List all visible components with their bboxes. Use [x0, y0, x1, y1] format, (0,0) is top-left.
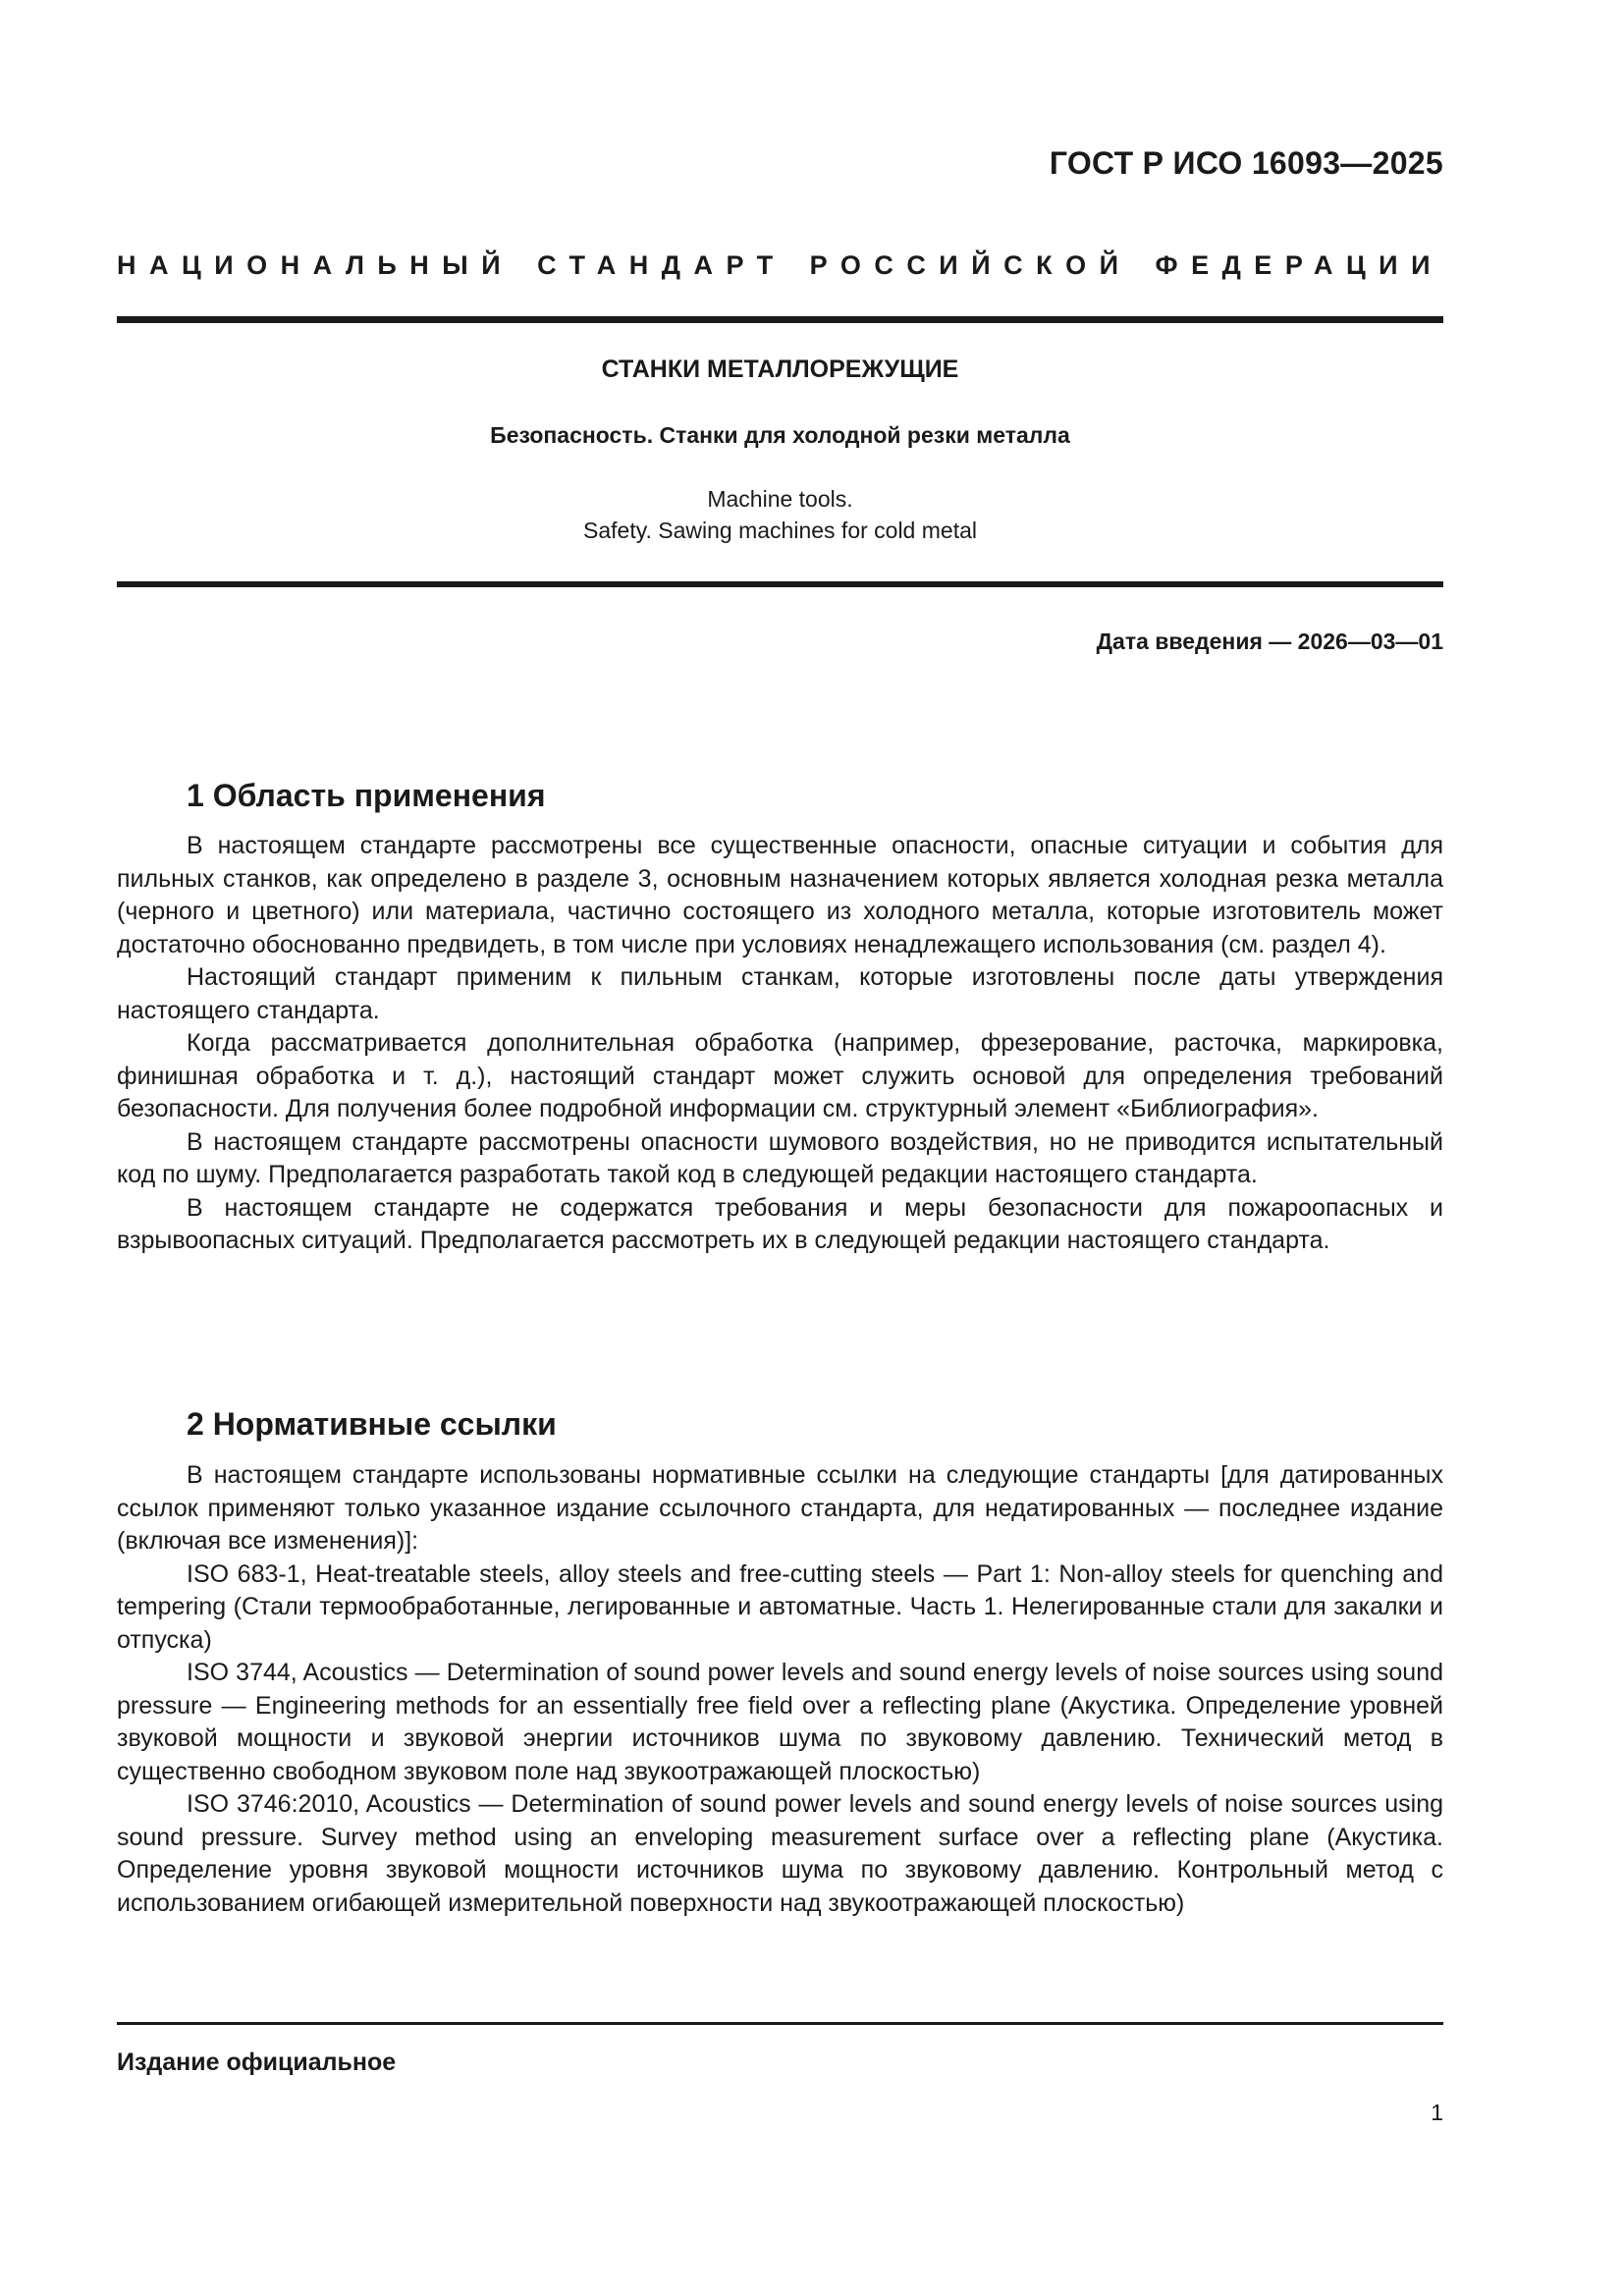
paragraph: В настоящем стандарте использованы нормативные ссылки на следующие стандарты [для датированных ссылок применяют только указанное издание ссылочного стандарта, для недатированных — последнее издание (включая все изменения)]: — [117, 1461, 1443, 1555]
section-scope — [117, 776, 1443, 1258]
section-heading: 2 Нормативные ссылки — [187, 1406, 557, 1442]
title-divider — [117, 581, 1443, 587]
reference-item: ISO 3744, Acoustics — Determination of sound power levels and sound energy levels of noise sources using sound pressure — Engineering methods for an essentially free field over a reflecting plane (Акустика. Определение уровней звуковой мощности и звуковой энергии источников шума по звуковому давлению. Технический метод в существенно свободном звуковом поле над звукоотражающей плоскостью) — [117, 1659, 1443, 1785]
official-edition-label: Издание официальное — [117, 2049, 397, 2076]
english-title — [117, 483, 1443, 546]
section-heading: 1 Область применения — [187, 778, 546, 813]
section-normative-references — [117, 1404, 1443, 1920]
document-subtitle: Безопасность. Станки для холодной резки металла — [490, 422, 1070, 448]
page-number: 1 — [1431, 2100, 1443, 2125]
introduction-date: Дата введения — 2026—03—01 — [1096, 629, 1443, 654]
standard-code: ГОСТ Р ИСО 16093—2025 — [1049, 145, 1443, 181]
document-title: СТАНКИ МЕТАЛЛОРЕЖУЩИЕ — [601, 355, 959, 383]
reference-item: ISO 683-1, Heat-treatable steels, alloy steels and free-cutting steels — Part 1: Non-alloy steels for quenching and tempering (Стали термообработанные, легированные и автоматные. Часть 1. Нелегированные стали для закалки и отпуска) — [117, 1559, 1443, 1654]
english-title-line-1: Machine tools. — [707, 486, 853, 512]
paragraph: В настоящем стандарте рассмотрены все существенные опасности, опасные ситуации и события для пильных станков, как определено в разделе 3, основным назначением которых является холодная резка металла (черного и цветного) или материала, частично состоящего из холодного металла, которые изготовитель может достаточно обоснованно предвидеть, в том числе при условиях ненадлежащего использования (см. раздел 4). — [117, 832, 1443, 958]
paragraph: В настоящем стандарте не содержатся требования и меры безопасности для пожароопасных и взрывоопасных ситуаций. Предполагается рассмотреть их в следующей редакции настоящего стандарта. — [117, 1193, 1443, 1254]
paragraph: В настоящем стандарте рассмотрены опасности шумового воздействия, но не приводится испытательный код по шуму. Предполагается разработать такой код в следующей редакции настоящего стандарта. — [117, 1127, 1443, 1188]
footer-divider — [117, 2022, 1443, 2025]
header-divider — [117, 316, 1443, 323]
english-title-line-2: Safety. Sawing machines for cold metal — [583, 518, 977, 543]
national-standard-banner: НАЦИОНАЛЬНЫЙ СТАНДАРТ РОССИЙСКОЙ ФЕДЕРАЦИИ — [117, 250, 1443, 280]
reference-item: ISO 3746:2010, Acoustics — Determination of sound power levels and sound energy levels of noise sources using sound pressure. Survey method using an enveloping measurement surface over a reflecting plane (Акустика. Определение уровня звуковой мощности источников шума по звуковому давлению. Контрольный метод с использованием огибающей измерительной поверхности над звукоотражающей плоскостью) — [117, 1790, 1443, 1917]
paragraph: Настоящий стандарт применим к пильным станкам, которые изготовлены после даты утверждения настоящего стандарта. — [117, 963, 1443, 1024]
paragraph: Когда рассматривается дополнительная обработка (например, фрезерование, расточка, маркировка, финишная обработка и т. д.), настоящий стандарт может служить основой для определения требований безопасности. Для получения более подробной информации см. структурный элемент «Библиография». — [117, 1029, 1443, 1122]
